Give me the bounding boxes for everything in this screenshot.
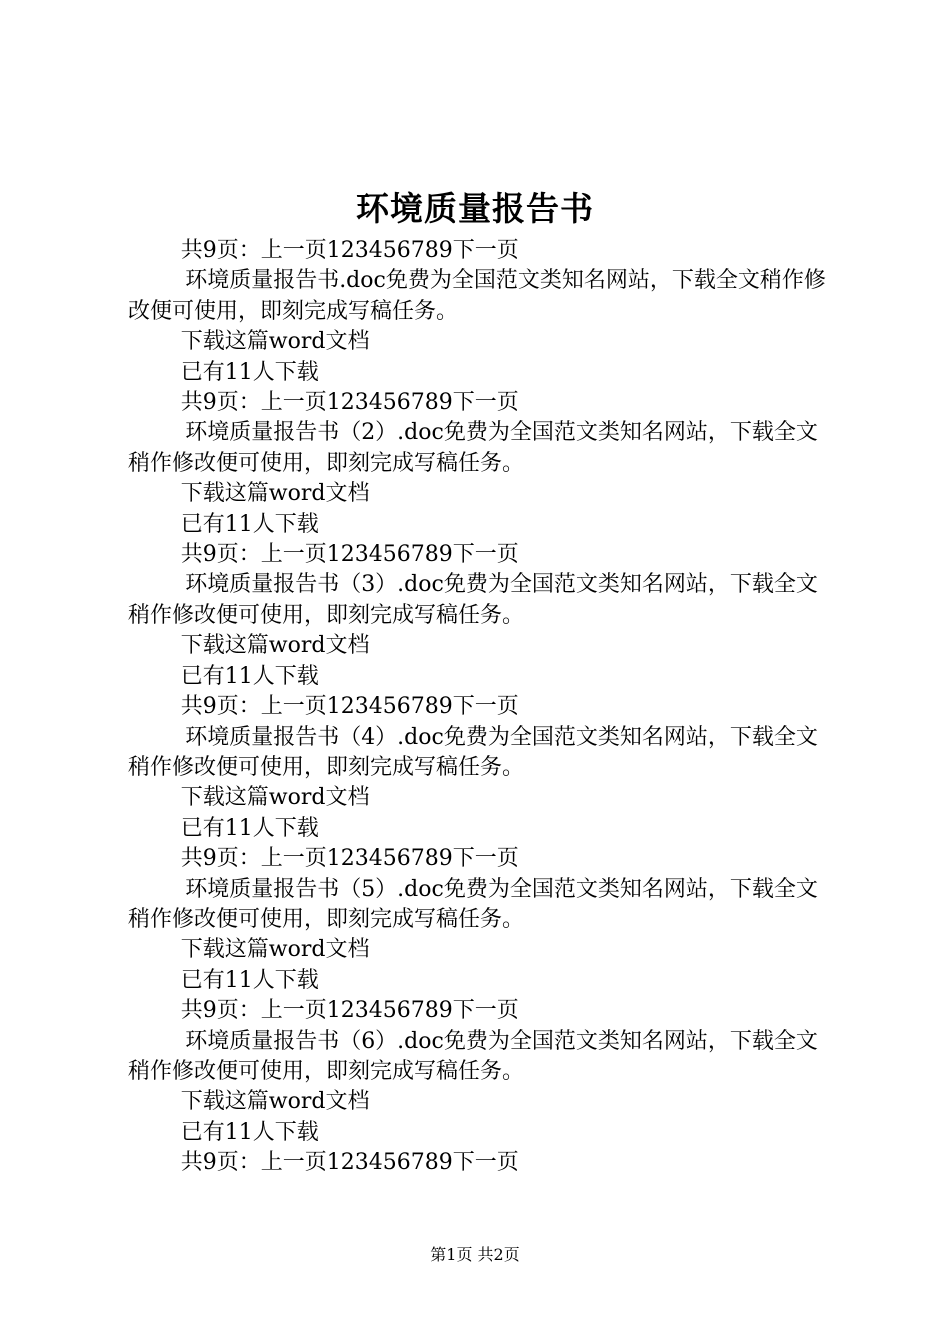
pager[interactable]: 共9页：上一页123456789下一页 — [180, 694, 519, 720]
download-count: 已有11人下载 — [180, 359, 319, 385]
download-count: 已有11人下载 — [180, 1119, 319, 1145]
download-word-link[interactable]: 下载这篇word文档 — [180, 937, 370, 963]
entry-6 — [128, 1027, 832, 1179]
entry-description: 环境质量报告书.doc免费为全国范文类知名网站，下载全文稍作修改便可使用，即刻完成写稿任务。 — [128, 268, 826, 324]
pager[interactable]: 共9页：上一页123456789下一页 — [180, 390, 519, 416]
entry-4 — [128, 723, 832, 875]
entry-1 — [128, 266, 832, 418]
download-word-link[interactable]: 下载这篇word文档 — [180, 481, 370, 507]
page-footer: 第1页 共2页 — [430, 1245, 520, 1264]
pager[interactable]: 共9页：上一页123456789下一页 — [180, 542, 519, 568]
download-count: 已有11人下载 — [180, 815, 319, 841]
entry-description: 环境质量报告书（5）.doc免费为全国范文类知名网站，下载全文稍作修改便可使用，即刻完成写稿任务。 — [128, 876, 818, 932]
page-title: 环境质量报告书 — [356, 189, 594, 228]
download-word-link[interactable]: 下载这篇word文档 — [180, 1089, 370, 1115]
download-word-link[interactable]: 下载这篇word文档 — [180, 633, 370, 659]
pager[interactable]: 共9页：上一页123456789下一页 — [180, 238, 519, 263]
pager[interactable]: 共9页：上一页123456789下一页 — [180, 1150, 519, 1176]
download-word-link[interactable]: 下载这篇word文档 — [180, 329, 370, 355]
entry-5 — [128, 875, 832, 1027]
download-count: 已有11人下载 — [180, 663, 319, 689]
entry-description: 环境质量报告书（4）.doc免费为全国范文类知名网站，下载全文稍作修改便可使用，即刻完成写稿任务。 — [128, 724, 818, 780]
entry-2 — [128, 418, 832, 570]
download-count: 已有11人下载 — [180, 967, 319, 993]
document-body — [128, 236, 832, 1179]
entry-description: 环境质量报告书（6）.doc免费为全国范文类知名网站，下载全文稍作修改便可使用，即刻完成写稿任务。 — [128, 1028, 818, 1084]
entry-description: 环境质量报告书（3）.doc免费为全国范文类知名网站，下载全文稍作修改便可使用，即刻完成写稿任务。 — [128, 572, 818, 628]
entry-description: 环境质量报告书（2）.doc免费为全国范文类知名网站，下载全文稍作修改便可使用，即刻完成写稿任务。 — [128, 420, 818, 476]
entry-3 — [128, 570, 832, 722]
pager[interactable]: 共9页：上一页123456789下一页 — [180, 998, 519, 1024]
pager[interactable]: 共9页：上一页123456789下一页 — [180, 846, 519, 872]
download-word-link[interactable]: 下载这篇word文档 — [180, 785, 370, 811]
download-count: 已有11人下载 — [180, 511, 319, 537]
